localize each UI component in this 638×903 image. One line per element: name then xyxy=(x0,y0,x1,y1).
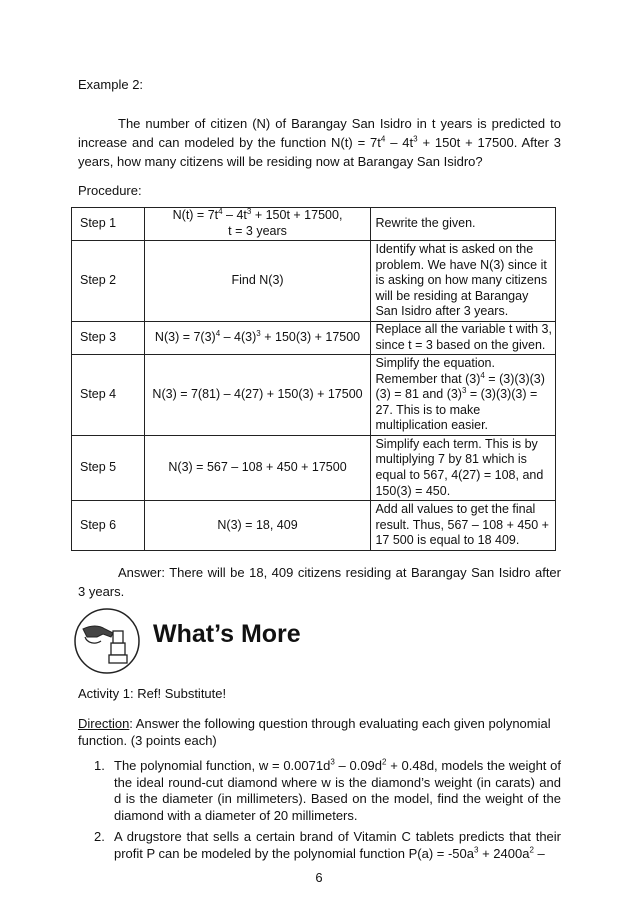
step-label: Step 3 xyxy=(72,322,145,355)
table-row xyxy=(72,322,556,355)
step-work: Find N(3) xyxy=(144,241,371,322)
answer-text: Answer: There will be 18, 409 citizens residing at Barangay San Isidro after 3 years. xyxy=(78,565,561,599)
step-note: Add all values to get the final result. Thus, 567 – 108 + 450 + 17 500 is equal to 18 409. xyxy=(371,501,556,551)
step-note: Simplify the equation. Remember that $(3)^4 = (3)(3)(3)(3) = 81$ and $(3)^3 = (3)(3)(3) = 27$. This is to make multiplication easier. xyxy=(371,355,556,436)
step-work: N(3) = 18, 409 xyxy=(144,501,371,551)
procedure-label: Procedure: xyxy=(78,183,142,198)
step-work: $N(t) = 7t^4 - 4t^3 + 150t + 17500$, t = 3 years xyxy=(144,208,371,241)
step-note: Replace all the variable t with 3, since t = 3 based on the given. xyxy=(371,322,556,355)
direction-label: Direction xyxy=(78,716,130,731)
example-heading: Example 2: xyxy=(78,77,144,92)
step-note: Simplify each term. This is by multiplying 7 by 81 which is equal to 567, 4(27) = 108, and 150(3) = 450. xyxy=(371,436,556,501)
step-work: $N(3) = 7(3)^4 - 4(3)^3 + 150(3) + 17500$ xyxy=(144,322,371,355)
step-label: Step 5 xyxy=(72,436,145,501)
question-text: A drugstore that sells a certain brand of Vitamin C tablets predicts that their profit P can be modeled by the polynomial function $P(a) = -50a^3 + 2400a^2$ – xyxy=(114,829,561,861)
table-row xyxy=(72,355,556,436)
list-item: 1. The polynomial function, $w = 0.0071d^3 - 0.09d^2 + 0.48d$, models the weight of the ideal round-cut diamond where w is the diamond’s weight (in carats) and d is the diameter (in millimeters). Based on the model, find the weight of the diamond with a diameter of 20 millimeters. xyxy=(94,757,561,823)
table-row xyxy=(72,208,556,241)
list-item: 2. A drugstore that sells a certain brand of Vitamin C tablets predicts that their profit P can be modeled by the polynomial function $P(a) = -50a^3 + 2400a^2$ – xyxy=(94,829,561,861)
step-label: Step 6 xyxy=(72,501,145,551)
procedure-table xyxy=(71,207,556,551)
example-problem: The number of citizen (N) of Barangay San Isidro in t years is predicted to increase and can modeled by the function $N(t) = 7t^4 - 4t^3 + 150t + 17500$. After 3 years, how many citizens will be residing now at Barangay San Isidro? xyxy=(78,116,562,169)
table-row xyxy=(72,241,556,322)
question-text: The polynomial function, $w = 0.0071d^3 - 0.09d^2 + 0.48d$, models the weight of the ideal round-cut diamond where w is the diamond’s weight (in carats) and d is the diameter (in millimeters). Based on the model, find the weight of the diamond with a diameter of 20 millimeters. xyxy=(114,757,561,823)
direction-text: : Answer the following question through evaluating each given polynomial function. (3 points each) xyxy=(78,716,551,748)
step-work: N(3) = 567 – 108 + 450 + 17500 xyxy=(144,436,371,501)
section-title: What’s More xyxy=(153,620,301,648)
step-label: Step 4 xyxy=(72,355,145,436)
direction-block xyxy=(78,716,561,749)
step-note: Identify what is asked on the problem. We have N(3) since it is asking on how many citizens will be residing at Barangay San Isidro after 3 years. xyxy=(371,241,556,322)
step-label: Step 2 xyxy=(72,241,145,322)
step-work: N(3) = 7(81) – 4(27) + 150(3) + 17500 xyxy=(144,355,371,436)
hand-stacking-blocks-icon xyxy=(73,607,141,675)
table-row xyxy=(72,436,556,501)
step-label: Step 1 xyxy=(72,208,145,241)
activity-title: Activity 1: Ref! Substitute! xyxy=(78,686,227,701)
page-number: 6 xyxy=(315,870,323,885)
table-row xyxy=(72,501,556,551)
step-note: Rewrite the given. xyxy=(371,208,556,241)
